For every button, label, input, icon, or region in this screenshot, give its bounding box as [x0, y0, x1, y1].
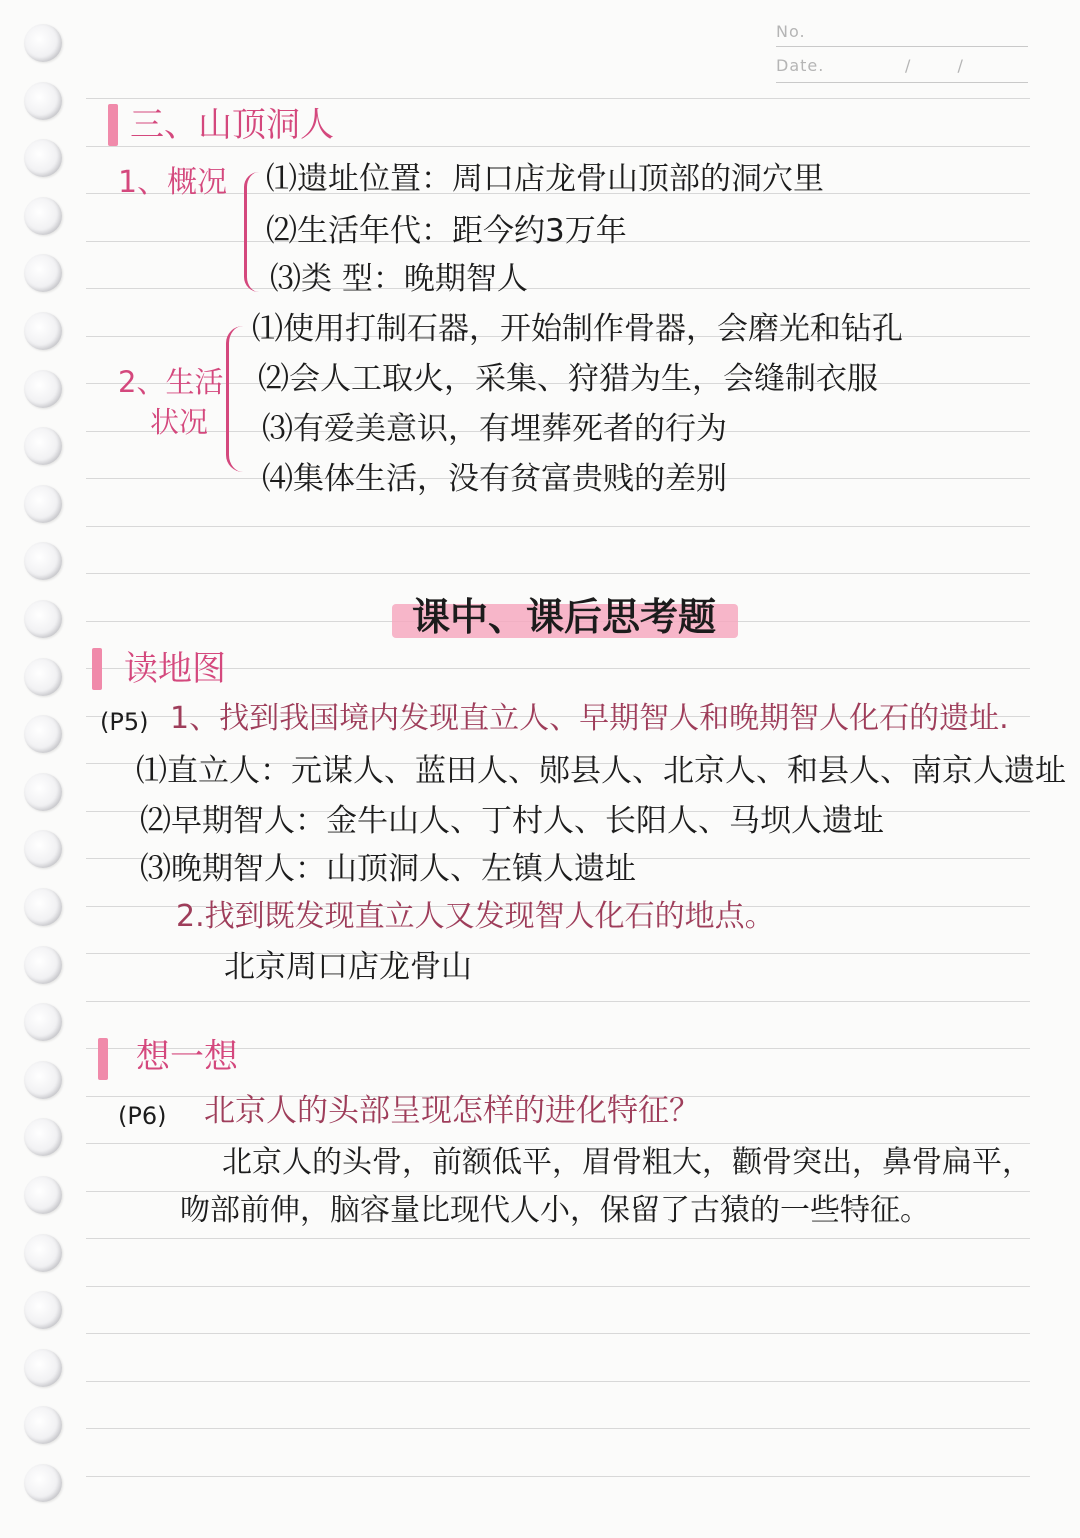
- binder-hole: [24, 773, 62, 811]
- binder-hole: [24, 1464, 62, 1502]
- life-item-3: ⑶有爱美意识，有埋葬死者的行为: [262, 411, 727, 447]
- binder-hole: [24, 312, 62, 350]
- ruled-line: [86, 1001, 1030, 1002]
- ruled-line: [86, 146, 1030, 147]
- ruled-line: [86, 1286, 1030, 1287]
- life-item-1: ⑴使用打制石器，开始制作骨器，会磨光和钻孔: [252, 311, 903, 347]
- life-item-4: ⑷集体生活，没有贫富贵贱的差别: [262, 461, 727, 497]
- ruled-line: [86, 1333, 1030, 1334]
- binder-hole: [24, 427, 62, 465]
- binder-hole: [24, 1003, 62, 1041]
- think-answer-line2: 吻部前伸，脑容量比现代人小，保留了古猿的一些特征。: [180, 1193, 930, 1228]
- binder-hole: [24, 24, 62, 62]
- binder-hole: [24, 254, 62, 292]
- date-label: Date.: [776, 56, 825, 75]
- thinking-title: 课中、课后思考题: [412, 595, 717, 639]
- overview-item-3: ⑶类 型：晚期智人: [270, 261, 528, 297]
- think-question: 北京人的头部呈现怎样的进化特征？: [204, 1093, 700, 1129]
- binder-hole: [24, 197, 62, 235]
- ruled-line: [86, 1428, 1030, 1429]
- binder-hole: [24, 139, 62, 177]
- binder-hole: [24, 1406, 62, 1444]
- q1-text: 1、找到我国境内发现直立人、早期智人和晚期智人化石的遗址.: [170, 701, 1009, 736]
- ruled-line: [86, 1381, 1030, 1382]
- ruled-line: [86, 288, 1030, 289]
- no-line: [776, 46, 1028, 47]
- binder-hole: [24, 658, 62, 696]
- date-line: [776, 82, 1028, 83]
- ruled-line: [86, 573, 1030, 574]
- overview-brace: [244, 172, 259, 292]
- life-item-2: ⑵会人工取火，采集、狩猎为生，会缝制衣服: [258, 361, 878, 397]
- binder-hole: [24, 82, 62, 120]
- ruled-line: [86, 1191, 1030, 1192]
- map-marker: [92, 648, 102, 690]
- ruled-line: [86, 98, 1030, 99]
- q1-answer-3: ⑶晚期智人：山顶洞人、左镇人遗址: [140, 851, 636, 887]
- ruled-line: [86, 1143, 1030, 1144]
- overview-item-2: ⑵生活年代：距今约3万年: [266, 213, 627, 249]
- no-label: No.: [776, 22, 806, 41]
- binder-hole: [24, 1061, 62, 1099]
- think-page-ref: (P6): [118, 1102, 167, 1130]
- date-slashes: / /: [905, 56, 964, 75]
- binder-hole: [24, 946, 62, 984]
- binder-hole: [24, 370, 62, 408]
- overview-label: 1、概况: [118, 165, 228, 200]
- life-brace: [226, 326, 243, 472]
- binder-hole: [24, 1118, 62, 1156]
- life-label-line2: 状况: [150, 405, 209, 439]
- think-marker: [98, 1038, 108, 1080]
- ruled-line: [86, 526, 1030, 527]
- binder-hole: [24, 1176, 62, 1214]
- q1-answer-2: ⑵早期智人：金牛山人、丁村人、长阳人、马坝人遗址: [140, 803, 884, 839]
- q1-page-ref: (P5): [100, 708, 149, 736]
- ruled-line: [86, 668, 1030, 669]
- think-title: 想一想: [136, 1037, 238, 1077]
- binder-hole: [24, 1234, 62, 1272]
- binder-hole: [24, 888, 62, 926]
- section-title: 三、山顶洞人: [130, 105, 334, 145]
- binder-hole: [24, 1349, 62, 1387]
- binder-hole: [24, 600, 62, 638]
- map-title: 读地图: [124, 649, 226, 689]
- q2-text: 2.找到既发现直立人又发现智人化石的地点。: [176, 899, 775, 934]
- section-marker: [108, 104, 118, 146]
- life-label-line1: 2、生活: [118, 365, 224, 399]
- q1-answer-1: ⑴直立人：元谋人、蓝田人、郧县人、北京人、和县人、南京人遗址: [136, 753, 1066, 789]
- binder-hole: [24, 542, 62, 580]
- overview-item-1: ⑴遗址位置：周口店龙骨山顶部的洞穴里: [266, 161, 824, 197]
- binder-hole: [24, 485, 62, 523]
- q2-answer: 北京周口店龙骨山: [224, 949, 472, 985]
- binder-hole: [24, 830, 62, 868]
- think-answer-line1: 北京人的头骨，前额低平，眉骨粗大，颧骨突出，鼻骨扁平，: [222, 1145, 1032, 1180]
- ruled-line: [86, 1476, 1030, 1477]
- binder-hole: [24, 1291, 62, 1329]
- ruled-line: [86, 1238, 1030, 1239]
- binder-hole: [24, 715, 62, 753]
